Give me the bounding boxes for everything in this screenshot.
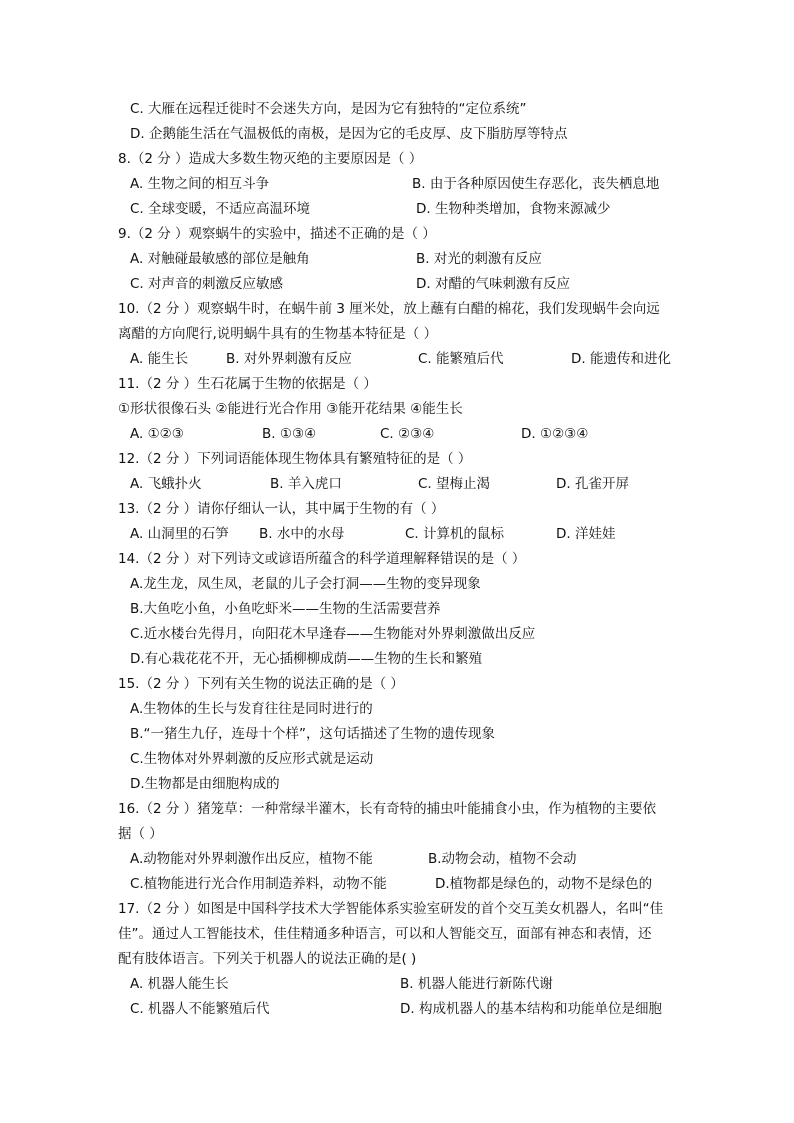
text-line: C. 全球变暖，不适应高温环境 [130, 201, 311, 217]
text-line: B. 由于各种原因使生存恶化，丧失栖息地 [412, 176, 660, 192]
text-line: A. 飞蛾扑火 [130, 476, 202, 492]
text-line: 14.（2 分 ）对下列诗文或谚语所蕴含的科学道理解释错误的是（ ） [118, 551, 526, 567]
text-line: D. 构成机器人的基本结构和功能单位是细胞 [400, 1001, 662, 1017]
text-line: B.大鱼吃小鱼，小鱼吃虾米——生物的生活需要营养 [130, 601, 441, 617]
text-line: 12.（2 分 ）下列词语能体现生物体具有繁殖特征的是（ ） [118, 451, 472, 467]
text-line: A. 山洞里的石笋 [130, 526, 229, 542]
text-line: A. 对触碰最敏感的部位是触角 [130, 251, 310, 267]
text-line: D. 能遗传和进化 [571, 351, 671, 367]
text-line: 10.（2 分 ）观察蜗牛时，在蜗牛前 3 厘米处，放上蘸有白醋的棉花，我们发现蜗牛会向远 [118, 301, 660, 317]
text-line: C. 计算机的鼠标 [405, 526, 505, 542]
text-line: A.动物能对外界刺激作出反应，植物不能 [130, 851, 373, 867]
text-line: D.有心栽花花不开，无心插柳柳成荫——生物的生长和繁殖 [130, 651, 483, 667]
text-line: 13.（2 分 ）请你仔细认一认，其中属于生物的有（ ） [118, 501, 445, 517]
text-line: 11.（2 分 ）生石花属于生物的依据是（ ） [118, 376, 377, 392]
text-line: D.生物都是由细胞构成的 [130, 776, 280, 792]
text-line: C.生物体对外界刺激的反应形式就是运动 [130, 751, 374, 767]
text-line: A. 能生长 [130, 351, 189, 367]
text-line: D. 企鹅能生活在气温极低的南极，是因为它的毛皮厚、皮下脂肪厚等特点 [130, 126, 568, 142]
text-line: 据（ ） [118, 826, 163, 842]
text-line: B. 水中的水母 [259, 526, 345, 542]
text-line: A.龙生龙，凤生凤，老鼠的儿子会打洞——生物的变异现象 [130, 576, 481, 592]
text-line: C. 能繁殖后代 [418, 351, 504, 367]
text-line: D. ①②③④ [521, 426, 589, 442]
text-line: 8.（2 分 ）造成大多数生物灭绝的主要原因是（ ） [118, 151, 423, 167]
text-line: A. 机器人能生长 [130, 976, 229, 992]
text-line: B.“一猪生九仔，连母十个样”，这句话描述了生物的遗传现象 [130, 726, 496, 742]
text-line: 9.（2 分 ）观察蜗牛的实验中，描述不正确的是（ ） [118, 226, 436, 242]
text-line: D. 孔雀开屏 [556, 476, 629, 492]
text-line: B. 对光的刺激有反应 [416, 251, 542, 267]
text-line: C. 望梅止渴 [418, 476, 491, 492]
text-line: D. 对醋的气味刺激有反应 [416, 276, 570, 292]
text-line: ①形状很像石头 ②能进行光合作用 ③能开花结果 ④能生长 [118, 401, 463, 417]
text-line: A. 生物之间的相互斗争 [130, 176, 270, 192]
text-line: C.植物能进行光合作用制造养料，动物不能 [130, 876, 387, 892]
text-line: 16.（2 分 ）猪笼草：一种常绿半灌木，长有奇特的捕虫叶能捕食小虫，作为植物的主要依 [118, 801, 657, 817]
text-line: C. 大雁在远程迁徙时不会迷失方向，是因为它有独特的“定位系统” [130, 101, 527, 117]
text-line: B. ①③④ [262, 426, 317, 442]
text-line: B.动物会动，植物不会动 [428, 851, 577, 867]
text-line: D. 生物种类增加，食物来源减少 [416, 201, 611, 217]
text-line: 配有肢体语言。下列关于机器人的说法正确的是( ) [118, 951, 417, 967]
text-line: D.植物都是绿色的，动物不是绿色的 [435, 876, 653, 892]
text-line: 17.（2 分 ）如图是中国科学技术大学智能体系实验室研发的首个交互美女机器人，名叫“佳 [118, 901, 664, 917]
text-line: 离醋的方向爬行,说明蜗牛具有的生物基本特征是（ ） [118, 326, 438, 342]
text-line: D. 洋娃娃 [556, 526, 616, 542]
text-line: C. 对声音的刺激反应敏感 [130, 276, 284, 292]
text-line: 佳”。通过人工智能技术，佳佳精通多种语言，可以和人智能交互，面部有神态和表情，还 [118, 926, 652, 942]
text-line: B. 羊入虎口 [270, 476, 342, 492]
text-line: B. 对外界刺激有反应 [226, 351, 352, 367]
text-line: A. ①②③ [130, 426, 184, 442]
text-line: C.近水楼台先得月，向阳花木早逢春——生物能对外界刺激做出反应 [130, 626, 536, 642]
text-line: A.生物体的生长与发育往往是同时进行的 [130, 701, 373, 717]
text-line: 15.（2 分 ）下列有关生物的说法正确的是（ ） [118, 676, 404, 692]
text-line: C. 机器人不能繁殖后代 [130, 1001, 270, 1017]
text-line: C. ②③④ [380, 426, 435, 442]
text-line: B. 机器人能进行新陈代谢 [400, 976, 553, 992]
